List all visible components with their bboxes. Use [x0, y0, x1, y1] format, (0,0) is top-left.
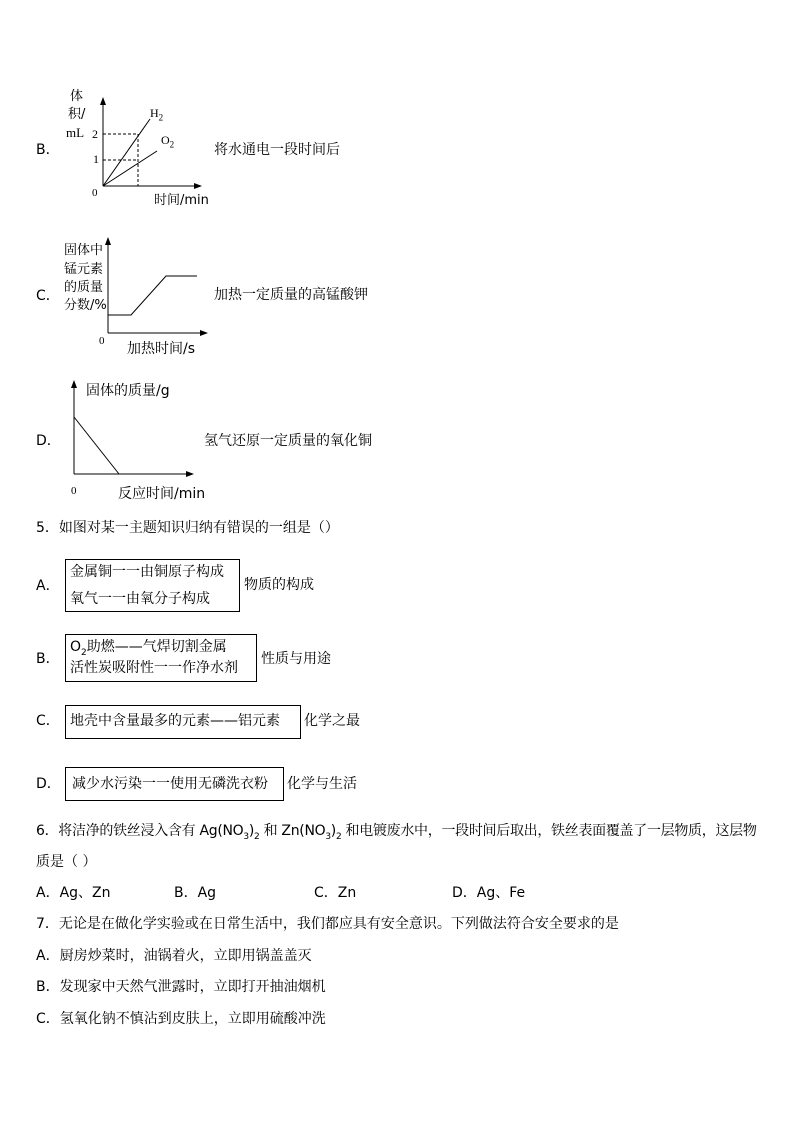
- x-axis-label: 反应时间/min: [118, 486, 206, 502]
- description-b: 将水通电一段时间后: [214, 142, 340, 158]
- q7-option-c: C．氢氧化钠不慎沾到皮肤上，立即用硫酸冲洗: [36, 1011, 326, 1027]
- option-letter-b: B．: [36, 142, 60, 158]
- origin-label: 0: [71, 485, 77, 497]
- y-axis-label-line: 锰元素: [64, 262, 104, 277]
- origin-label: 0: [92, 187, 98, 199]
- q6-option-a: A．Ag、Zn: [36, 885, 111, 901]
- y-axis-label-line: 的质量: [64, 280, 104, 295]
- description-d: 氢气还原一定质量的氧化铜: [204, 433, 372, 449]
- q5-option-a-line: 氧气一一由氧分子构成: [70, 591, 210, 607]
- q6-option-d: D．Ag、Fe: [452, 885, 526, 901]
- q5-option-b-line: $O_2$助燃——气焊切割金属: [70, 639, 227, 658]
- y-axis-label: 固体的质量/g: [86, 383, 170, 399]
- y-axis-arrow: [71, 380, 77, 388]
- option-letter-c: C．: [36, 288, 60, 304]
- q7-option-b: B．发现家中天然气泄露时，立即打开抽油烟机: [36, 979, 326, 995]
- q6-option-c: C．Zn: [314, 885, 357, 901]
- q5-option-c-topic: 化学之最: [304, 713, 360, 729]
- q5-option-b-line: 活性炭吸附性一一作净水剂: [70, 660, 238, 676]
- y-axis-label-line: 固体中: [64, 243, 104, 258]
- q7-stem: 7．无论是在做化学实验或在日常生活中，我们都应具有安全意识。下列做法符合安全要求的是: [36, 916, 619, 932]
- q5-option-a-line: 金属铜一一由铜原子构成: [70, 564, 224, 580]
- series-label-h2: $H_2$: [150, 106, 164, 123]
- q6-stem: 6．将洁净的铁丝浸入含有 $Ag(NO_3)_2$ 和 $Zn(NO_3)_2$ 和电镀废水中，一段时间后取出，铁丝表面覆盖了一层物质，这层物: [36, 823, 757, 842]
- y-axis-label-line: 积/: [68, 107, 86, 122]
- q6-stem-line2: 质是（ ）: [36, 854, 97, 870]
- q6-option-b: B．Ag: [174, 885, 217, 901]
- option-letter-d: D．: [36, 433, 61, 449]
- y-axis-label-line: 体: [70, 89, 84, 104]
- q5-option-d-letter: D．: [36, 776, 61, 792]
- x-axis-label: 加热时间/s: [127, 341, 196, 357]
- description-c: 加热一定质量的高锰酸钾: [214, 287, 368, 303]
- q5-option-c-line: 地壳中含量最多的元素——铝元素: [70, 713, 280, 729]
- y-tick-label: 2: [92, 127, 98, 141]
- q5-option-a-topic: 物质的构成: [244, 577, 314, 593]
- q7-option-a: A．厨房炒菜时，油锅着火，立即用锅盖盖灭: [36, 948, 312, 964]
- q5-option-d-topic: 化学与生活: [287, 776, 357, 792]
- q5-stem: 5．如图对某一主题知识归纳有错误的一组是（）: [36, 520, 339, 536]
- y-axis-label-line: mL: [66, 125, 85, 140]
- series-label-o2: $O_2$: [161, 133, 175, 150]
- q5-option-b-topic: 性质与用途: [261, 651, 331, 667]
- y-axis-label-line: 分数/%: [64, 298, 107, 313]
- q5-option-c-letter: C．: [36, 713, 60, 729]
- q5-option-d-line: 减少水污染一一使用无磷洗衣粉: [72, 776, 268, 792]
- origin-label: 0: [99, 335, 105, 347]
- x-axis-label: 时间/min: [154, 193, 209, 208]
- y-tick-label: 1: [93, 152, 99, 166]
- q5-option-b-letter: B．: [36, 651, 60, 667]
- x-axis-arrow: [186, 471, 194, 477]
- q5-option-a-letter: A．: [36, 578, 60, 594]
- solid-mass-line: [74, 417, 119, 474]
